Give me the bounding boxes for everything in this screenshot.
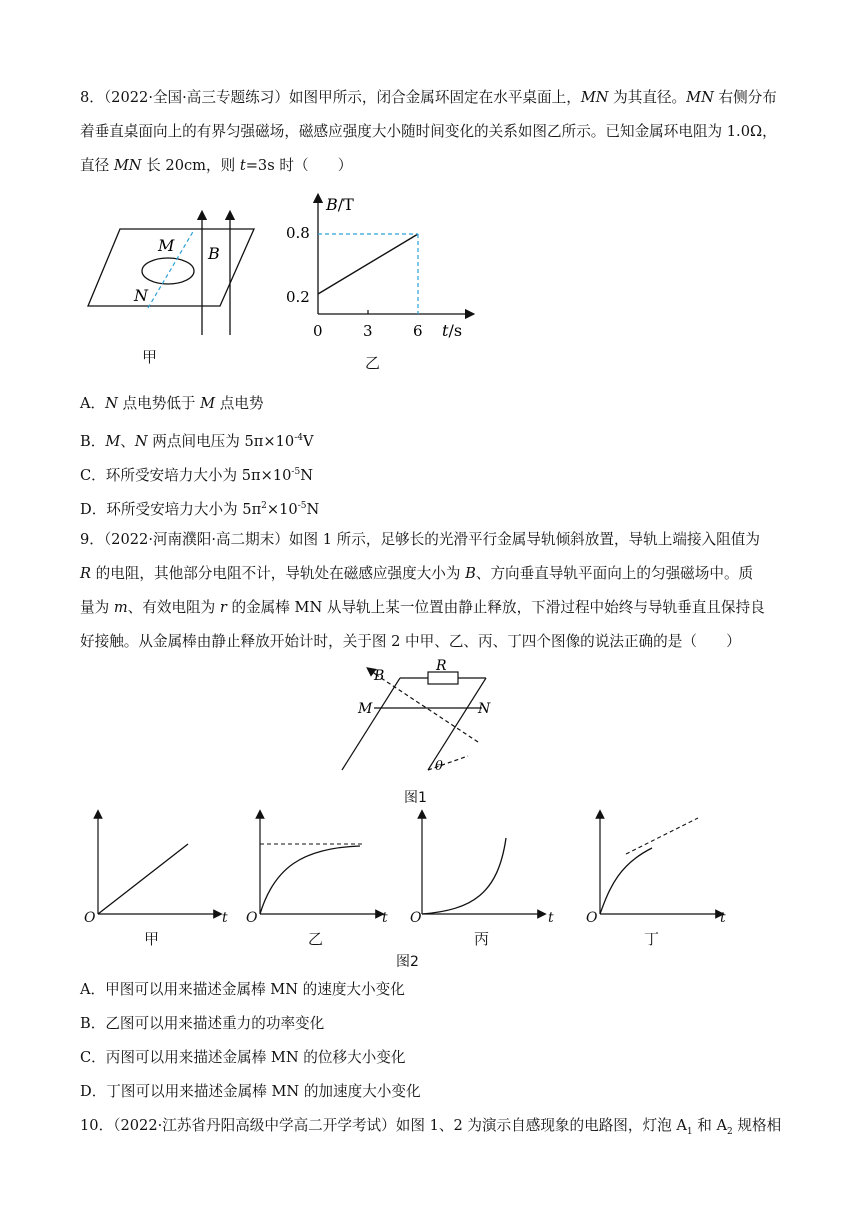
q10-line-1: 10．（2022·江苏省丹阳高级中学高二开学考试）如图 1、2 为演示自感现象的电路图，灯泡 $A_1$ 和 $A_2$ 规格相: [80, 1117, 782, 1137]
q8-line-2: 着垂直桌面向上的有界匀强磁场，磁感应强度大小随时间变化的关系如图乙所示。已知金属环电阻为 1.0Ω，: [80, 123, 777, 140]
q9-figure-1: [340, 658, 510, 783]
curve-increasing-accelerating: [422, 838, 506, 914]
q9-line-3: 量为 m、有效电阻为 r 的金属棒 MN 从导轨上某一位置由静止释放，下滑过程中始终与导轨垂直且保持良: [80, 599, 765, 616]
label-M: M: [158, 236, 175, 255]
q8-option-c: C．环所受安培力大小为 $5\pi\times 10^{-5}N$: [80, 466, 313, 484]
t-jia: t: [222, 910, 228, 926]
t-bing: t: [548, 910, 554, 926]
label-N: N: [134, 286, 148, 305]
graph-bing: [422, 814, 542, 914]
curve-saturating: [260, 846, 360, 914]
q9-figure-2: [78, 806, 738, 948]
rail-right: [428, 678, 486, 770]
fig2-caption: 图2: [396, 954, 419, 970]
tick-label-0.2: 0.2: [286, 288, 310, 306]
graph-jia-name: 甲: [144, 930, 160, 948]
rail-left: [342, 678, 400, 770]
tick-label-0.8: 0.8: [286, 224, 310, 242]
q8-line-3: 直径 MN 长 20cm，则 t=3s 时（ ）: [80, 157, 353, 174]
origin-bing: O: [410, 910, 422, 926]
q8-option-b: B．M、N 两点间电压为 $5\pi\times 10^{-4}V$: [80, 432, 314, 450]
q8-figure-jia: [84, 205, 264, 355]
q8-chart-yi: [280, 192, 480, 350]
origin-ding: O: [586, 910, 598, 926]
t-ding: t: [720, 910, 726, 926]
q8-option-d: D．环所受安培力大小为 $5\pi^2\times 10^{-5}N$: [80, 500, 320, 518]
q9-option-a: A．甲图可以用来描述金属棒 MN 的速度大小变化: [80, 981, 405, 998]
fig1-caption: 图1: [404, 790, 427, 806]
x-axis-label: t/s: [442, 321, 463, 340]
q9-option-c: C．丙图可以用来描述金属棒 MN 的位移大小变化: [80, 1049, 406, 1066]
fig-yi-caption: 乙: [365, 354, 381, 372]
graph-yi: [260, 814, 380, 914]
q8-option-a: A．N 点电势低于 M 点电势: [80, 395, 264, 412]
graph-ding-name: 丁: [644, 930, 660, 948]
t-yi: t: [382, 910, 388, 926]
tick-label-3: 3: [363, 322, 373, 340]
q8-line-1: 8．（2022·全国·高三专题练习）如图甲所示，闭合金属环固定在水平桌面上，MN 为其直径。MN 右侧分布: [80, 89, 777, 106]
label-B: B: [208, 244, 220, 263]
curve-linear: [98, 844, 188, 914]
origin-jia: O: [84, 910, 96, 926]
data-line: [318, 234, 418, 294]
label-theta: θ: [435, 759, 443, 774]
tick-label-0: 0: [313, 322, 323, 340]
tick-label-6: 6: [413, 322, 423, 340]
q9-line-2: R 的电阻，其他部分电阻不计，导轨处在磁感应强度大小为 B、方向垂直导轨平面向上的匀强磁场中。质: [80, 565, 754, 582]
fig-jia-caption: 甲: [142, 348, 158, 366]
origin-yi: O: [246, 910, 258, 926]
metal-ring: [142, 258, 194, 284]
q9-option-d: D．丁图可以用来描述金属棒 MN 的加速度大小变化: [80, 1083, 421, 1100]
graph-bing-name: 丙: [474, 930, 490, 948]
y-axis-label: B/T: [326, 195, 354, 214]
q9-option-b: B．乙图可以用来描述重力的功率变化: [80, 1015, 325, 1032]
label-B: B: [374, 668, 385, 684]
label-N: N: [478, 701, 491, 717]
curve-concave: [600, 848, 652, 914]
q9-line-1: 9．（2022·河南濮阳·高二期末）如图 1 所示，足够长的光滑平行金属导轨倾斜放置，导轨上端接入阻值为: [80, 531, 760, 548]
label-R: R: [436, 658, 447, 674]
graph-ding: [600, 814, 720, 914]
graph-yi-name: 乙: [308, 930, 324, 948]
q9-line-4: 好接触。从金属棒由静止释放开始计时，关于图 2 中甲、乙、丙、丁四个图像的说法正确的是（ ）: [80, 633, 741, 650]
label-M: M: [358, 701, 373, 717]
graph-jia: [98, 814, 218, 914]
